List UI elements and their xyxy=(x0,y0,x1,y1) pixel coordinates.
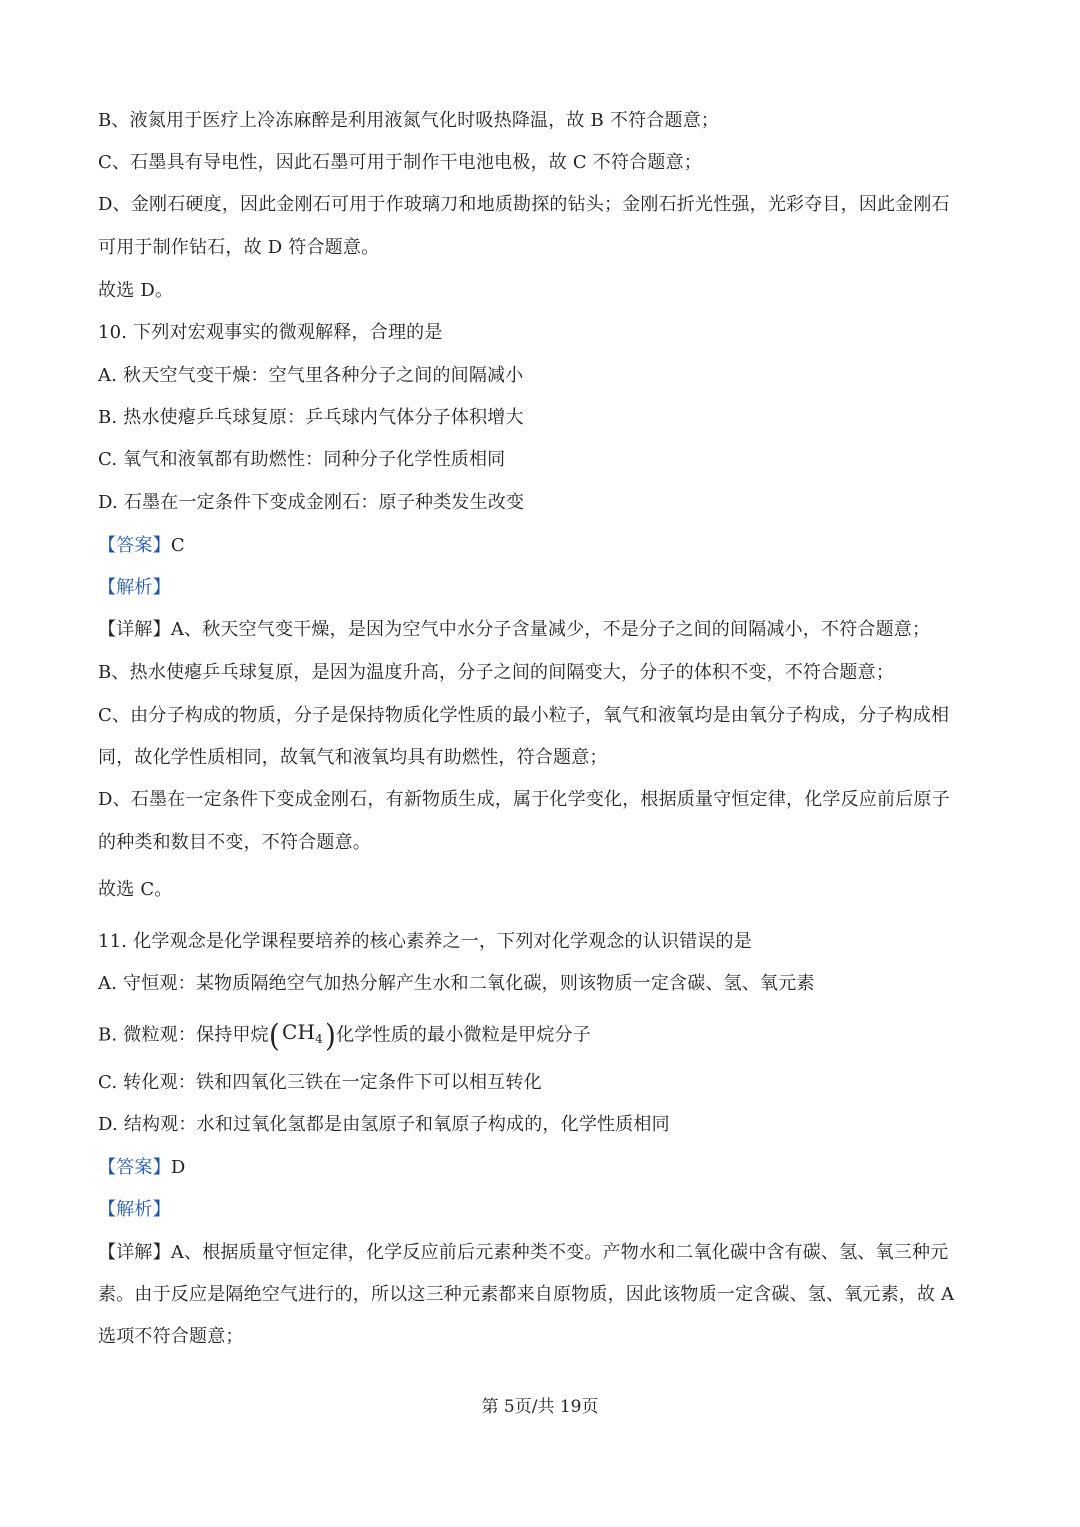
option-c: C. 氧气和液氧都有助燃性：同种分子化学性质相同 xyxy=(98,449,506,470)
option-d: D. 结构观：水和过氧化氢都是由氢原子和氧原子构成的，化学性质相同 xyxy=(98,1114,670,1135)
analysis-label: 【解析】 xyxy=(98,1199,171,1220)
text-line: D、石墨在一定条件下变成金刚石，有新物质生成，属于化学变化，根据质量守恒定律，化学反应前后原子 xyxy=(98,789,950,810)
question-10-stem: 10. 下列对宏观事实的微观解释，合理的是 xyxy=(98,322,443,343)
option-b-suffix: 化学性质的最小微粒是甲烷分子 xyxy=(336,1024,591,1046)
text-line: 可用于制作钻石，故 D 符合题意。 xyxy=(98,237,380,258)
text-line: 同，故化学性质相同，故氧气和液氧均具有助燃性，符合题意； xyxy=(98,747,608,768)
detail-text: A、秋天空气变干燥，是因为空气中水分子含量减少，不是分子之间的间隔减小，不符合题意； xyxy=(170,619,931,640)
text-line: B、热水使瘪乒乓球复原，是因为温度升高，分子之间的间隔变大，分子的体积不变，不符合题意； xyxy=(98,662,895,683)
option-b-prefix: B. 微粒观：保持甲烷 xyxy=(98,1024,269,1046)
methane-formula: $CH_4$ xyxy=(282,1020,323,1046)
option-c: C. 转化观：铁和四氧化三铁在一定条件下可以相互转化 xyxy=(98,1072,542,1093)
text-line: 故选 C。 xyxy=(98,879,173,900)
option-b xyxy=(98,1016,591,1054)
right-paren: ) xyxy=(325,1016,337,1054)
page-footer: 第 5页/共 19页 xyxy=(481,1397,599,1417)
detail-label: 【详解】 xyxy=(98,1242,171,1263)
text-line: B、液氮用于医疗上冷冻麻醉是利用液氮气化时吸热降温，故 B 不符合题意； xyxy=(98,110,720,131)
text-line: 故选 D。 xyxy=(98,280,174,301)
option-b: B. 热水使瘪乒乓球复原：乒乓球内气体分子体积增大 xyxy=(98,407,524,428)
answer-label: 【答案】 xyxy=(98,1157,171,1178)
text-line: 的种类和数目不变，不符合题意。 xyxy=(98,832,371,853)
analysis-label-line xyxy=(98,576,171,600)
option-a: A. 秋天空气变干燥：空气里各种分子之间的间隔减小 xyxy=(98,365,524,386)
option-d: D. 石墨在一定条件下变成金刚石：原子种类发生改变 xyxy=(98,492,525,513)
analysis-label-line xyxy=(98,1198,171,1222)
text-line: 选项不符合题意； xyxy=(98,1326,244,1347)
answer-value: D xyxy=(170,1157,186,1178)
detail-text: A、根据质量守恒定律，化学反应前后元素种类不变。产物水和二氧化碳中含有碳、氢、氧三种元 xyxy=(170,1242,949,1263)
question-11-stem: 11. 化学观念是化学课程要培养的核心素养之一，下列对化学观念的认识错误的是 xyxy=(98,931,752,952)
detail-line xyxy=(98,618,930,642)
answer-line xyxy=(98,534,185,558)
detail-line xyxy=(98,1241,948,1265)
analysis-label: 【解析】 xyxy=(98,577,171,598)
text-line: 素。由于反应是隔绝空气进行的，所以这三种元素都来自原物质，因此该物质一定含碳、氢、氧元素，故 A xyxy=(98,1284,955,1305)
option-a: A. 守恒观：某物质隔绝空气加热分解产生水和二氧化碳，则该物质一定含碳、氢、氧元素 xyxy=(98,973,815,994)
left-paren: ( xyxy=(268,1016,280,1054)
answer-line xyxy=(98,1156,185,1180)
detail-label: 【详解】 xyxy=(98,619,171,640)
text-line: D、金刚石硬度，因此金刚石可用于作玻璃刀和地质勘探的钻头；金刚石折光性强，光彩夺目，因此金刚石 xyxy=(98,194,950,215)
answer-value: C xyxy=(170,535,185,556)
answer-label: 【答案】 xyxy=(98,535,171,556)
text-line: C、石墨具有导电性，因此石墨可用于制作干电池电极，故 C 不符合题意； xyxy=(98,152,702,173)
text-line: C、由分子构成的物质，分子是保持物质化学性质的最小粒子，氧气和液氧均是由氧分子构成，分子构成相 xyxy=(98,705,950,726)
